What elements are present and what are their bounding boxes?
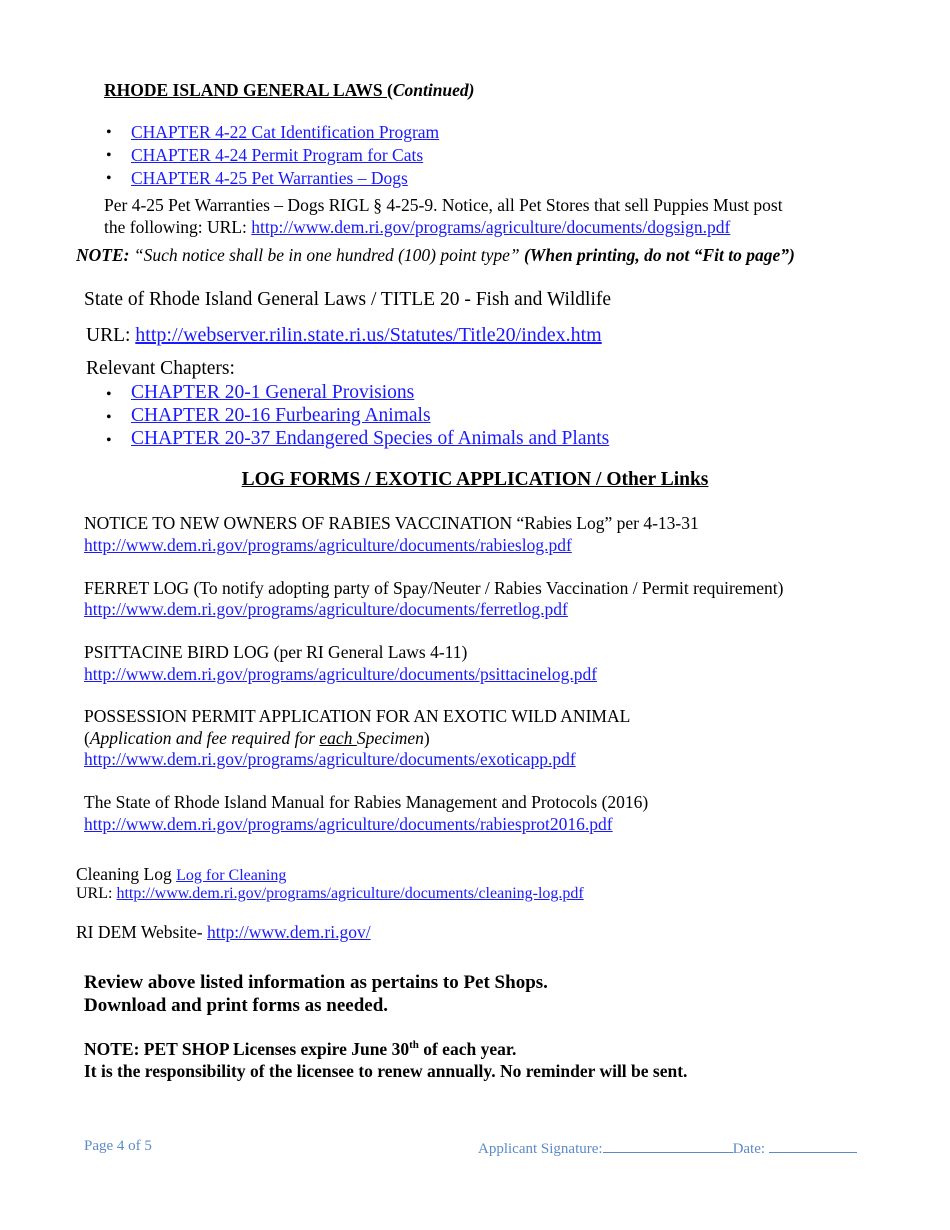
ferret-log-title: FERRET LOG (To notify adopting party of Spay/Neuter / Rabies Vaccination / Permit requirement) — [84, 578, 784, 598]
heading-title: RHODE ISLAND GENERAL LAWS — [104, 80, 387, 100]
expire-note-line1 — [84, 1039, 516, 1060]
exotic-permit-note — [84, 728, 430, 749]
rabies-log-link[interactable]: http://www.dem.ri.gov/programs/agriculture/documents/rabieslog.pdf — [84, 535, 572, 555]
cleaning-log-link[interactable]: Log for Cleaning — [176, 867, 287, 884]
heading-continued: Continued) — [392, 80, 475, 100]
cleaning-url-line — [76, 885, 584, 903]
link-chapter-4-24[interactable]: CHAPTER 4-24 Permit Program for Cats — [131, 145, 424, 165]
title20-url-line — [86, 324, 602, 347]
review-line2: Download and print forms as needed. — [84, 995, 389, 1016]
date-label: Date: — [732, 1141, 769, 1157]
signature-field[interactable] — [603, 1138, 733, 1153]
dem-website-line — [76, 922, 371, 943]
expire-note-a: NOTE: PET SHOP Licenses expire June 30 — [84, 1039, 410, 1059]
link-chapter-20-1[interactable]: CHAPTER 20-1 General Provisions — [131, 382, 415, 403]
bullet: • — [106, 386, 112, 403]
dem-website-link[interactable]: http://www.dem.ri.gov/ — [206, 922, 371, 942]
date-field[interactable] — [769, 1138, 857, 1153]
cleaning-url-link[interactable]: http://www.dem.ri.gov/programs/agriculture/documents/cleaning-log.pdf — [116, 885, 584, 902]
dogs-notice-prefix: the following: URL: — [104, 217, 252, 237]
log-forms-heading: LOG FORMS / EXOTIC APPLICATION / Other Links — [241, 469, 709, 490]
page-number: Page 4 of 5 — [84, 1138, 152, 1154]
rabies-manual-link[interactable]: http://www.dem.ri.gov/programs/agriculture/documents/rabiesprot2016.pdf — [84, 814, 613, 834]
rabies-manual-title: The State of Rhode Island Manual for Rabies Management and Protocols (2016) — [84, 792, 649, 812]
bullet: • — [106, 147, 112, 164]
expire-note-line2: It is the responsibility of the licensee to renew annually. No reminder will be sent. — [84, 1061, 688, 1081]
bullet: • — [106, 432, 112, 449]
title20-url-prefix: URL: — [86, 325, 136, 346]
bullet: • — [106, 124, 112, 141]
ferret-log-link[interactable]: http://www.dem.ri.gov/programs/agriculture/documents/ferretlog.pdf — [84, 599, 568, 619]
expire-note-sup: th — [409, 1039, 419, 1052]
exotic-permit-link[interactable]: http://www.dem.ri.gov/programs/agriculture/documents/exoticapp.pdf — [84, 749, 576, 769]
exotic-note-a: Application and fee required for — [89, 728, 320, 748]
title20-link[interactable]: http://webserver.rilin.state.ri.us/Statutes/Title20/index.htm — [135, 324, 602, 346]
paren-open: ( — [84, 728, 90, 748]
link-chapter-4-22[interactable]: CHAPTER 4-22 Cat Identification Program — [131, 122, 440, 142]
title20-heading: State of Rhode Island General Laws / TITLE 20 - Fish and Wildlife — [84, 289, 612, 310]
dogsign-link[interactable]: http://www.dem.ri.gov/programs/agriculture/documents/dogsign.pdf — [251, 217, 731, 237]
bullet: • — [106, 170, 112, 187]
page-heading — [104, 80, 475, 101]
exotic-permit-title: POSSESSION PERMIT APPLICATION FOR AN EXOTIC WILD ANIMAL — [84, 706, 631, 726]
link-chapter-20-16[interactable]: CHAPTER 20-16 Furbearing Animals — [131, 405, 431, 426]
signature-block — [478, 1138, 857, 1158]
link-chapter-4-25[interactable]: CHAPTER 4-25 Pet Warranties – Dogs — [131, 168, 408, 188]
bird-log-title: PSITTACINE BIRD LOG (per RI General Laws 4-11) — [84, 642, 468, 662]
print-note — [76, 245, 795, 266]
dem-website-label: RI DEM Website- — [76, 922, 207, 942]
dogs-notice-line1: Per 4-25 Pet Warranties – Dogs RIGL § 4-25-9. Notice, all Pet Stores that sell Puppies Must post — [104, 195, 783, 215]
rabies-log-title: NOTICE TO NEW OWNERS OF RABIES VACCINATION “Rabies Log” per 4-13-31 — [84, 513, 699, 533]
print-note-label: NOTE: — [76, 245, 130, 265]
heading-paren: ( — [386, 80, 393, 100]
cleaning-log-line — [76, 864, 286, 885]
exotic-note-each: each — [319, 728, 357, 748]
exotic-note-b: Specimen — [356, 728, 424, 748]
expire-note-b: of each year. — [418, 1039, 517, 1059]
bullet: • — [106, 409, 112, 426]
cleaning-url-prefix: URL: — [76, 885, 117, 902]
paren-close: ) — [423, 728, 430, 748]
cleaning-log-label: Cleaning Log — [76, 864, 177, 884]
dogs-notice-line2 — [104, 217, 730, 238]
print-note-bold: (When printing, do not “Fit to page”) — [523, 245, 795, 265]
review-line1: Review above listed information as pertains to Pet Shops. — [84, 972, 548, 993]
bird-log-link[interactable]: http://www.dem.ri.gov/programs/agriculture/documents/psittacinelog.pdf — [84, 664, 598, 684]
link-chapter-20-37[interactable]: CHAPTER 20-37 Endangered Species of Animals and Plants — [131, 428, 610, 449]
print-note-quote: “Such notice shall be in one hundred (100) point type” — [129, 245, 524, 265]
relevant-chapters-label: Relevant Chapters: — [86, 358, 235, 379]
signature-label: Applicant Signature: — [478, 1141, 603, 1157]
